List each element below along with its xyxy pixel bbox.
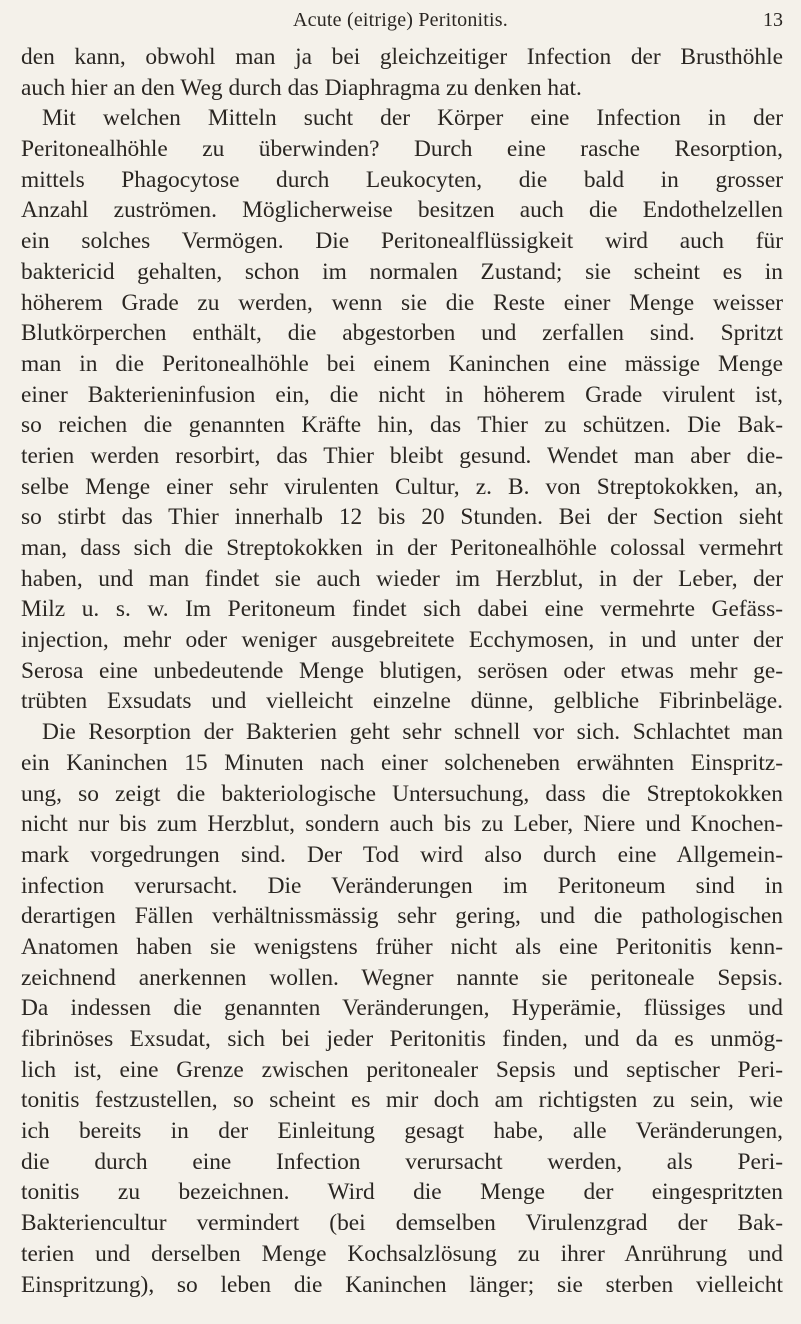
- text-line: die durch eine Infection verursacht werden, als Peri-: [21, 1148, 783, 1175]
- text-line: auch hier an den Weg durch das Diaphragma zu denken hat.: [21, 74, 582, 101]
- text-line: ich bereits in der Einleitung gesagt habe, alle Veränderungen,: [21, 1118, 783, 1145]
- text-line: terien und derselben Menge Kochsalzlösung zu ihrer Anrührung und: [21, 1240, 783, 1267]
- text-line: Bakteriencultur vermindert (bei demselben Virulenzgrad der Bak-: [21, 1210, 783, 1237]
- text-line: so stirbt das Thier innerhalb 12 bis 20 Stunden. Bei der Section sieht: [21, 504, 783, 531]
- text-line: fibrinöses Exsudat, sich bei jeder Peritonitis finden, und da es unmög-: [21, 1026, 783, 1052]
- text-line: zeichnend anerkennen wollen. Wegner nannte sie peritoneale Sepsis.: [21, 964, 783, 991]
- text-line: Mit welchen Mitteln sucht der Körper eine Infection in der: [42, 105, 783, 132]
- text-line: nicht nur bis zum Herzblut, sondern auch bis zu Leber, Niere und Knochen-: [21, 811, 783, 838]
- text-line: Blutkörperchen enthält, die abgestorben und zerfallen sind. Spritzt: [21, 320, 783, 347]
- text-line: Peritonealhöhle zu überwinden? Durch eine rasche Resorption,: [21, 136, 783, 163]
- text-line: höherem Grade zu werden, wenn sie die Reste einer Menge weisser: [21, 289, 783, 316]
- text-line: mark vorgedrungen sind. Der Tod wird also durch eine Allgemein-: [21, 841, 783, 868]
- text-line: injection, mehr oder weniger ausgebreitete Ecchymosen, in und unter der: [21, 627, 783, 654]
- text-line: man, dass sich die Streptokokken in der Peritonealhöhle colossal vermehrt: [21, 535, 783, 561]
- text-line: haben, und man findet sie auch wieder im Herzblut, in der Leber, der: [21, 565, 783, 592]
- text-line: Serosa eine unbedeutende Menge blutigen, serösen oder etwas mehr ge-: [21, 657, 783, 684]
- text-line: ein Kaninchen 15 Minuten nach einer solcheneben erwähnten Einspritz-: [21, 749, 783, 776]
- running-title: Acute (eitrige) Peritonitis.: [293, 9, 508, 31]
- text-line: lich ist, eine Grenze zwischen peritonealer Sepsis und septischer Peri-: [21, 1056, 783, 1083]
- text-line: Anzahl zuströmen. Möglicherweise besitzen auch die Endothelzellen: [21, 197, 783, 224]
- text-line: so reichen die genannten Kräfte hin, das Thier zu schützen. Die Bak-: [21, 412, 783, 439]
- text-line: trübten Exsudats und vielleicht einzelne dünne, gelbliche Fibrinbeläge.: [21, 688, 783, 715]
- text-line: terien werden resorbirt, das Thier bleibt gesund. Wendet man aber die-: [21, 442, 783, 469]
- text-line: mittels Phagocytose durch Leukocyten, die bald in grosser: [21, 166, 783, 193]
- text-line: man in die Peritonealhöhle bei einem Kaninchen eine mässige Menge: [21, 350, 783, 377]
- text-line: tonitis zu bezeichnen. Wird die Menge der eingespritzten: [21, 1179, 783, 1206]
- text-line: infection verursacht. Die Veränderungen im Peritoneum sind in: [21, 872, 783, 899]
- text-line: ung, so zeigt die bakteriologische Untersuchung, dass die Streptokokken: [21, 780, 783, 807]
- text-line: Da indessen die genannten Veränderungen, Hyperämie, flüssiges und: [21, 995, 783, 1022]
- text-line: selbe Menge einer sehr virulenten Cultur, z. B. von Streptokokken, an,: [21, 473, 783, 500]
- text-line: tonitis festzustellen, so scheint es mir doch am richtigsten zu sein, wie: [21, 1087, 783, 1114]
- text-line: Anatomen haben sie wenigstens früher nicht als eine Peritonitis kenn-: [21, 933, 783, 960]
- text-line: einer Bakterieninfusion ein, die nicht in höherem Grade virulent ist,: [21, 381, 783, 408]
- page-number: 13: [763, 9, 783, 31]
- text-line: derartigen Fällen verhältnissmässig sehr gering, und die pathologischen: [21, 903, 783, 930]
- text-line: Einspritzung), so leben die Kaninchen länger; sie sterben vielleicht: [21, 1271, 783, 1298]
- text-line: Die Resorption der Bakterien geht sehr schnell vor sich. Schlachtet man: [42, 719, 783, 746]
- text-line: baktericid gehalten, schon im normalen Zustand; sie scheint es in: [21, 258, 783, 285]
- text-line: ein solches Vermögen. Die Peritonealflüssigkeit wird auch für: [21, 228, 783, 255]
- running-head: [0, 6, 801, 34]
- text-line: den kann, obwohl man ja bei gleichzeitiger Infection der Brusthöhle: [21, 44, 783, 70]
- body-text: [21, 42, 783, 1300]
- text-line: Milz u. s. w. Im Peritoneum findet sich dabei eine vermehrte Gefäss-: [21, 596, 783, 623]
